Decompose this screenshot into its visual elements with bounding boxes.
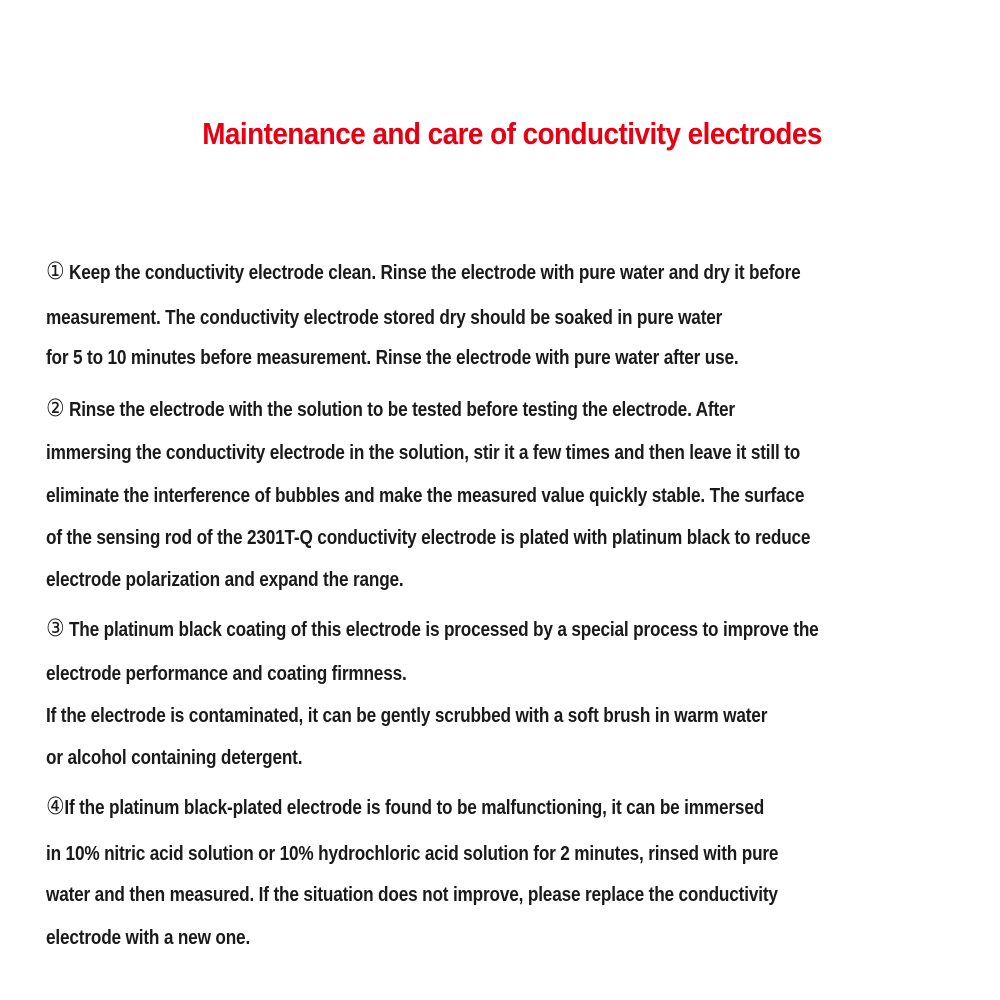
page-title: Maintenance and care of conductivity electrodes bbox=[202, 116, 822, 151]
paragraph-1-line-3: for 5 to 10 minutes before measurement. Rinse the electrode with pure water after use. bbox=[46, 347, 739, 369]
paragraph-2-line-5: electrode polarization and expand the range. bbox=[46, 569, 404, 591]
paragraph-3-line-4: or alcohol containing detergent. bbox=[46, 747, 303, 769]
paragraph-2-line-1: ② Rinse the electrode with the solution to be tested before testing the electrode. After bbox=[46, 394, 735, 422]
paragraph-3-line-1: ③ The platinum black coating of this electrode is processed by a special process to improve the bbox=[46, 614, 819, 642]
paragraph-2-line-3: eliminate the interference of bubbles and make the measured value quickly stable. The surface bbox=[46, 485, 805, 507]
list-number-marker: ③ bbox=[46, 614, 65, 642]
paragraph-4-line-2: in 10% nitric acid solution or 10% hydrochloric acid solution for 2 minutes, rinsed with pure bbox=[46, 843, 779, 865]
paragraph-2-line-2: immersing the conductivity electrode in the solution, stir it a few times and then leave it still to bbox=[46, 442, 801, 464]
paragraph-4-line-3: water and then measured. If the situation does not improve, please replace the conductivity bbox=[46, 884, 778, 906]
paragraph-3-line-3: If the electrode is contaminated, it can be gently scrubbed with a soft brush in warm water bbox=[46, 705, 768, 727]
list-number-marker: ④ bbox=[46, 792, 65, 820]
paragraph-4-line-4: electrode with a new one. bbox=[46, 927, 251, 949]
list-number-marker: ① bbox=[46, 257, 65, 285]
paragraph-1-line-1: ① Keep the conductivity electrode clean. Rinse the electrode with pure water and dry it before bbox=[46, 257, 801, 285]
paragraph-2-line-4: of the sensing rod of the 2301T-Q conductivity electrode is plated with platinum black to reduce bbox=[46, 527, 811, 549]
list-number-marker: ② bbox=[46, 394, 65, 422]
paragraph-3-line-2: electrode performance and coating firmness. bbox=[46, 663, 407, 685]
paragraph-4-line-1: ④If the platinum black-plated electrode is found to be malfunctioning, it can be immersed bbox=[46, 792, 765, 820]
paragraph-1-line-2: measurement. The conductivity electrode stored dry should be soaked in pure water bbox=[46, 307, 723, 329]
